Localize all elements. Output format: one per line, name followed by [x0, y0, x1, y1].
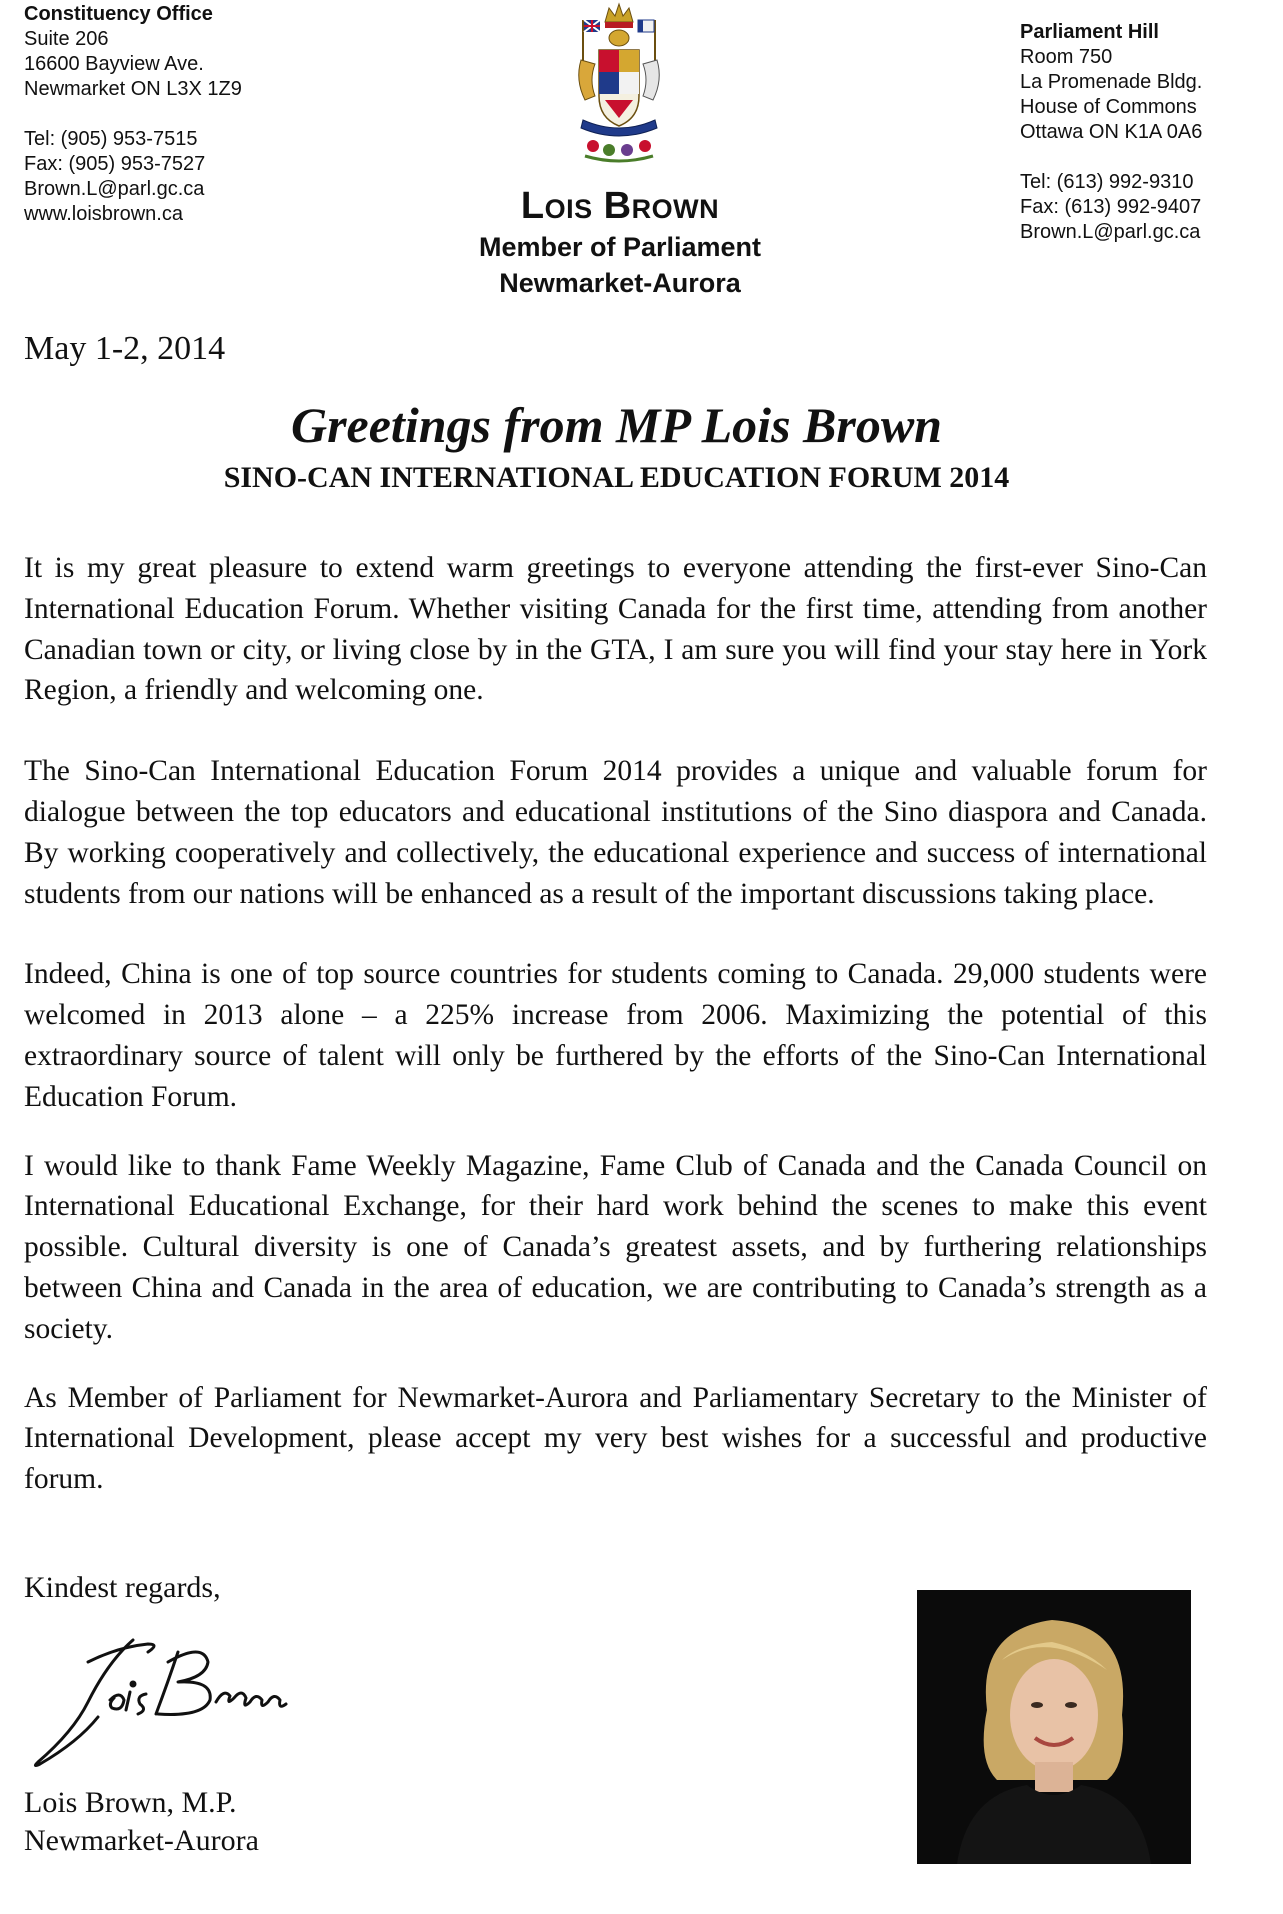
parliament-address-line: La Promenade Bldg.: [1020, 71, 1203, 93]
parliament-fax: Fax: (613) 992-9407: [1020, 196, 1202, 218]
body-paragraph: As Member of Parliament for Newmarket-Aurora and Parliamentary Secretary to the Minister of International Development, please accept my very best wishes for a successful and productive forum.: [24, 1381, 1207, 1496]
coat-of-arms-icon: [565, 0, 673, 168]
constituency-office-heading: Constituency Office: [24, 3, 213, 25]
closing-salutation: Kindest regards,: [24, 1571, 221, 1604]
letter-date: May 1-2, 2014: [24, 330, 226, 367]
letter-title: Greetings from MP Lois Brown: [290, 397, 942, 453]
constituency-office-address: [24, 2, 324, 227]
signer-riding: Newmarket-Aurora: [24, 1824, 259, 1857]
body-paragraph: I would like to thank Fame Weekly Magazine, Fame Club of Canada and the Canada Council on International Educational Exchange, for their hard work behind the scenes to make this event possible. Cultural diversity is one of Canada’s greatest assets, and by furthering relationships between China and Canada in the area of education, we are contributing to Canada’s strength as a society.: [24, 1149, 1207, 1345]
letter-subtitle: SINO-CAN INTERNATIONAL EDUCATION FORUM 2014: [223, 461, 1010, 494]
parliament-tel: Tel: (613) 992-9310: [1020, 171, 1194, 193]
constituency-fax: Fax: (905) 953-7527: [24, 153, 206, 175]
signature-icon: [28, 1622, 328, 1772]
constituency-tel: Tel: (905) 953-7515: [24, 128, 198, 150]
mp-riding: Newmarket-Aurora: [499, 268, 741, 298]
parliament-hill-address: [1020, 20, 1270, 245]
body-paragraph: Indeed, China is one of top source countries for students coming to Canada. 29,000 students were welcomed in 2013 alone – a 225% increase from 2006. Maximizing the potential of this extraordinary source of talent will only be furthered by the efforts of the Sino-Can International Education Forum.: [24, 958, 1207, 1113]
mp-identity-block: [420, 183, 820, 301]
constituency-address-line: Suite 206: [24, 28, 109, 50]
constituency-address-line: 16600 Bayview Ave.: [24, 53, 204, 75]
mp-role: Member of Parliament: [478, 232, 762, 262]
parliament-address-line: Ottawa ON K1A 0A6: [1020, 121, 1203, 143]
body-paragraph: It is my great pleasure to extend warm greetings to everyone attending the first-ever Sino-Can International Education Forum. Whether visiting Canada for the first time, attending from another Canadian town or city, or living close by in the GTA, I am sure you will find your stay here in York Region, a friendly and welcoming one.: [24, 552, 1207, 707]
parliament-email: Brown.L@parl.gc.ca: [1020, 221, 1201, 243]
parliament-address-line: Room 750: [1020, 46, 1113, 68]
parliament-hill-heading: Parliament Hill: [1020, 21, 1159, 43]
body-paragraph: The Sino-Can International Education Forum 2014 provides a unique and valuable forum for dialogue between the top educators and educational institutions of the Sino diaspora and Canada. By working cooperatively and collectively, the educational experience and success of international students from our nations will be enhanced as a result of the important discussions taking place.: [24, 755, 1207, 910]
mp-name: Lois Brown: [520, 185, 720, 227]
portrait-photo-icon: [917, 1590, 1191, 1864]
parliament-address-line: House of Commons: [1020, 96, 1197, 118]
constituency-website: www.loisbrown.ca: [24, 203, 183, 225]
letter-body: [24, 548, 1207, 1500]
signer-name: Lois Brown, M.P.: [24, 1786, 237, 1819]
constituency-email: Brown.L@parl.gc.ca: [24, 178, 205, 200]
constituency-address-line: Newmarket ON L3X 1Z9: [24, 78, 242, 100]
